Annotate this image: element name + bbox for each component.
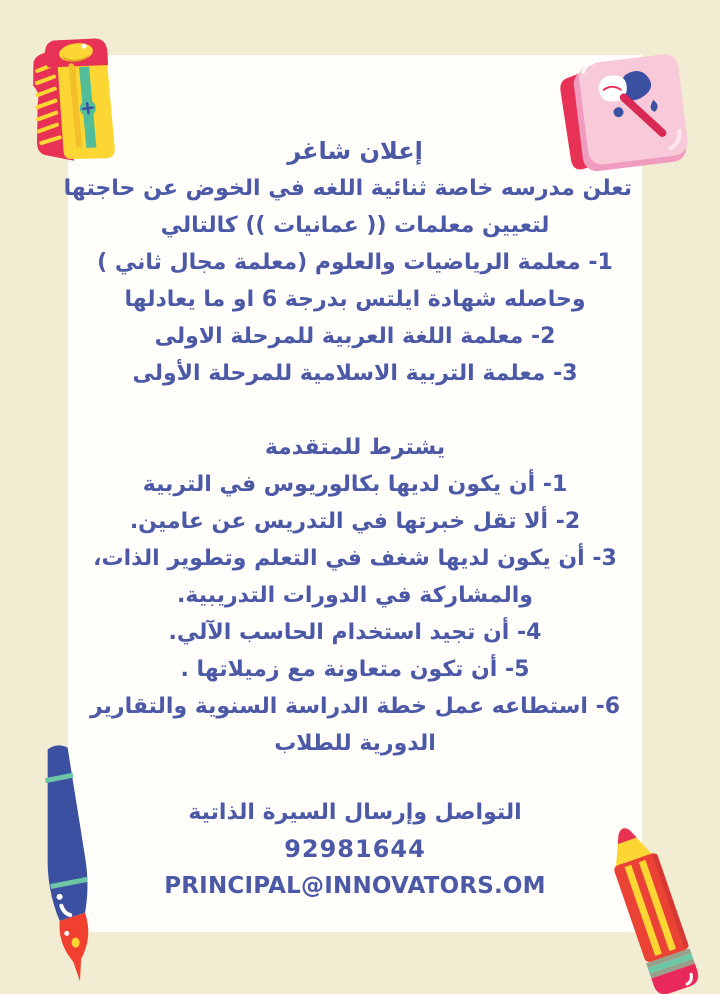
intro-line-1: تعلن مدرسه خاصة ثنائية اللغه في الخوض عن حاجتها <box>63 176 632 201</box>
pencil-icon <box>584 818 716 994</box>
requirement-item-5: 5- أن تكون متعاونة مع زميلاتها . <box>180 657 530 682</box>
position-item-3: 3- معلمة التربية الاسلامية للمرحلة الأولى <box>132 361 578 386</box>
requirement-item-6-cont: الدورية للطلاب <box>274 731 436 756</box>
requirement-item-4: 4- أن تجيد استخدام الحاسب الآلي. <box>168 620 542 645</box>
contact-email: PRINCIPAL@INNOVATORS.OM <box>164 873 546 899</box>
requirements-heading: يشترط للمتقدمة <box>264 435 446 460</box>
requirement-item-6: 6- استطاعه عمل خطة الدراسة السنوية والتقارير <box>89 694 621 719</box>
pencil-sharpener-icon <box>14 28 136 178</box>
intro-line-2: لتعيين معلمات (( عمانيات )) كالتالي <box>160 213 550 238</box>
notepad-paintbrush-icon <box>542 44 698 188</box>
requirement-item-1: 1- أن يكون لديها بكالوريوس في التربية <box>142 472 568 497</box>
poster-title: إعلان شاغر <box>287 137 423 165</box>
requirements-block <box>78 429 632 762</box>
position-item-2: 2- معلمة اللغة العربية للمرحلة الاولى <box>154 324 556 349</box>
contact-block <box>78 794 632 905</box>
fountain-pen-icon <box>24 742 112 992</box>
position-item-1: 1- معلمة الرياضيات والعلوم (معلمة مجال ثاني ) <box>97 250 613 275</box>
requirement-item-2: 2- ألا تقل خبرتها في التدريس عن عامين. <box>129 509 581 534</box>
requirement-item-3-cont: والمشاركة في الدورات التدريبية. <box>177 583 533 608</box>
contact-heading: التواصل وإرسال السيرة الذاتية <box>188 800 522 825</box>
requirement-item-3: 3- أن يكون لديها شغف في التعلم وتطوير الذات، <box>93 546 617 571</box>
contact-phone: 92981644 <box>284 835 426 863</box>
position-item-1-detail: وحاصله شهادة ايلتس بدرجة 6 او ما يعادلها <box>124 287 586 312</box>
